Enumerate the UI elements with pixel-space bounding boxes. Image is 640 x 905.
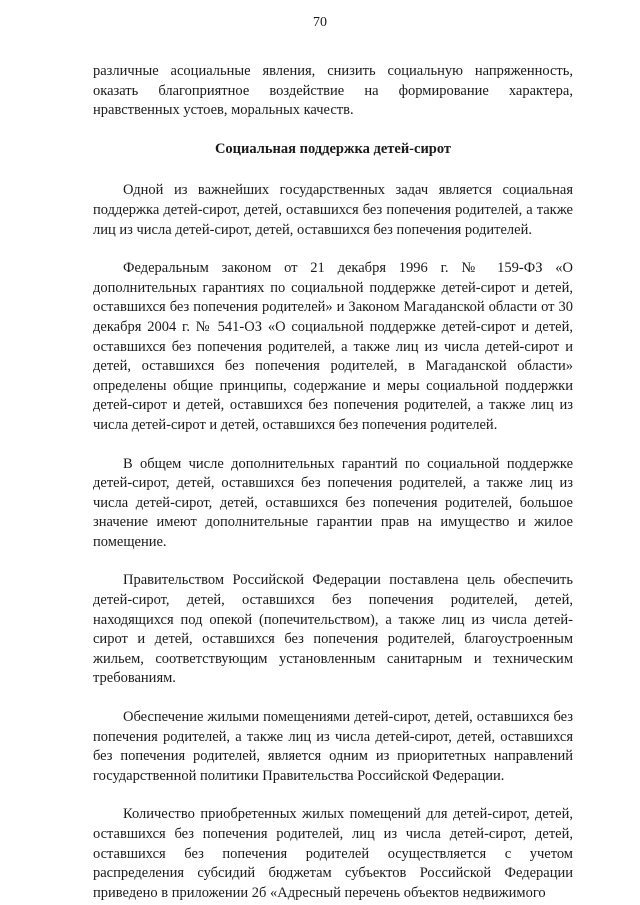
paragraph-6: Количество приобретенных жилых помещений для детей-сирот, детей, оставшихся без попечения родителей, лиц из числа детей-сирот, детей, оставшихся без попечения родителей осуществляется с учетом распределения субсидий бюджетам субъектов Российской Федерации приведено в приложении 2б «Адресный перечень объектов недвижимого <box>93 806 573 901</box>
section-heading: Социальная поддержка детей-сирот <box>214 140 452 157</box>
page-number: 70 <box>313 15 327 30</box>
paragraph-2: Федеральным законом от 21 декабря 1996 г. № 159-ФЗ «О дополнительных гарантиях по социальной поддержке детей-сирот и детей, оставшихся без попечения родителей» и Законом Магаданской области от 30 декабря 2004 г. № 541-ОЗ «О социальной поддержке детей-сирот и детей, оставшихся без попечения родителей, а также лиц из числа детей-сирот и детей, оставшихся без попечения родителей, в Магаданской области» определены общие принципы, содержание и меры социальной поддержки детей-сирот и детей, оставшихся без попечения родителей, а также лиц из числа детей-сирот и детей, оставшихся без попечения родителей. <box>93 260 573 433</box>
intro-paragraph: различные асоциальные явления, снизить социальную напряженность, оказать благоприятное воздействие на формирование характера, нравственных устоев, моральных качеств. <box>93 63 573 119</box>
paragraph-4: Правительством Российской Федерации поставлена цель обеспечить детей-сирот, детей, оставшихся без попечения родителей, детей, находящихся под опекой (попечительством), а также лиц из числа детей-сирот и детей, оставшихся без попечения родителей, благоустроенным жильем, соответствующим установленным санитарным и техническим требованиям. <box>93 572 573 687</box>
paragraph-5: Обеспечение жилыми помещениями детей-сирот, детей, оставшихся без попечения родителей, а также лиц из числа детей-сирот, детей, оставшихся без попечения родителей, является одним из приоритетных направлений государственной политики Правительства Российской Федерации. <box>93 709 573 784</box>
paragraph-1: Одной из важнейших государственных задач является социальная поддержка детей-сирот, детей, оставшихся без попечения родителей, а также лиц из числа детей-сирот, детей, оставшихся без попечения родителей. <box>93 182 573 238</box>
paragraph-3: В общем числе дополнительных гарантий по социальной поддержке детей-сирот, детей, оставшихся без попечения родителей, а также лиц из числа детей-сирот, детей, оставшихся без попечения родителей, большое значение имеют дополнительные гарантии прав на имущество и жилое помещение. <box>93 455 573 550</box>
document-body <box>93 62 573 903</box>
